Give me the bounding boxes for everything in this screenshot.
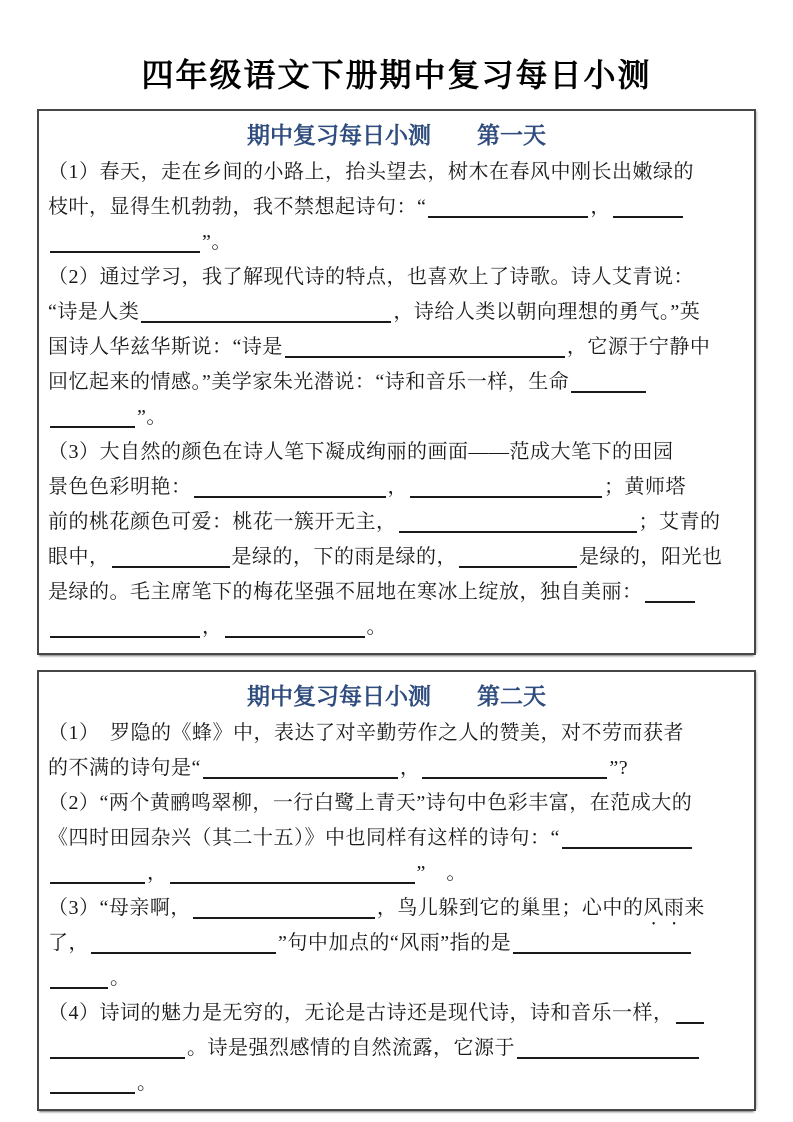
question-line	[48, 435, 745, 470]
quiz-day-section	[37, 109, 756, 655]
answer-blank[interactable]	[50, 1072, 135, 1094]
question-text: ，它源于宁静中	[566, 336, 711, 358]
answer-blank[interactable]	[513, 932, 691, 954]
question-line	[48, 716, 745, 751]
answer-blank[interactable]	[459, 546, 577, 568]
question	[48, 260, 745, 435]
question-text: ，	[202, 616, 223, 638]
question-text: （1）春天，走在乡间的小路上，抬头望去，树木在春风中刚长出嫩绿的	[48, 161, 694, 183]
question-text: ；艾青的	[638, 511, 721, 533]
answer-blank[interactable]	[112, 546, 230, 568]
answer-blank[interactable]	[194, 476, 386, 498]
question-text: （3）“母亲啊，	[48, 897, 191, 919]
question-text: ，	[147, 862, 168, 884]
answer-blank[interactable]	[50, 862, 145, 884]
question-text: 国诗人华兹华斯说：“诗是	[48, 336, 283, 358]
question-line	[48, 365, 745, 400]
question-line	[48, 821, 745, 856]
question-text: ，	[590, 196, 611, 218]
question-text: 。诗是强烈感情的自然流露，它源于	[187, 1037, 515, 1059]
question-text: ，	[399, 757, 421, 779]
question-text: ，诗给人类以朝向理想的勇气。”英	[393, 301, 701, 323]
question-text: 枝叶，显得生机勃勃，我不禁想起诗句：“	[48, 196, 427, 218]
question-text: ；黄师塔	[604, 476, 686, 498]
question-line	[48, 470, 745, 505]
answer-blank[interactable]	[285, 336, 565, 358]
answer-blank[interactable]	[645, 581, 695, 603]
question	[48, 155, 745, 260]
question	[48, 996, 745, 1101]
question-text: 是绿的。毛主席笔下的梅花坚强不屈地在寒冰上绽放，独自美丽：	[48, 581, 643, 603]
question-line	[48, 540, 745, 575]
answer-blank[interactable]	[170, 862, 415, 884]
question-text: ”句中加点的“风雨”指的是	[278, 932, 512, 954]
question-line	[48, 751, 745, 786]
question-text: 是绿的，阳光也	[579, 546, 723, 568]
answer-blank[interactable]	[50, 616, 200, 638]
question-line	[48, 856, 745, 891]
question-line	[48, 961, 745, 996]
question-text: 的不满的诗句是“	[48, 757, 201, 779]
answer-blank[interactable]	[410, 476, 602, 498]
answer-blank[interactable]	[193, 897, 375, 919]
question-line	[48, 400, 745, 435]
question-text: ” 。	[416, 862, 467, 884]
question-list	[48, 716, 745, 1101]
quiz-day-section	[37, 670, 756, 1111]
question-line	[48, 996, 745, 1031]
answer-blank[interactable]	[562, 827, 692, 849]
question-line	[48, 505, 745, 540]
question-line	[48, 1066, 745, 1101]
question-line	[48, 926, 745, 961]
answer-blank[interactable]	[571, 371, 646, 393]
question-text: （4）诗词的魅力是无穷的，无论是古诗还是现代诗，诗和音乐一样，	[48, 1002, 674, 1024]
question-text: 。	[366, 616, 387, 638]
question-text: 前的桃花颜色可爱：桃花一簇开无主，	[48, 511, 397, 533]
answer-blank[interactable]	[613, 196, 683, 218]
answer-blank[interactable]	[517, 1037, 699, 1059]
section-heading: 期中复习每日小测 第一天	[247, 123, 546, 148]
question-line	[48, 575, 745, 610]
answer-blank[interactable]	[50, 406, 135, 428]
question	[48, 891, 745, 996]
answer-blank[interactable]	[428, 196, 588, 218]
question-line	[48, 295, 745, 330]
question-line	[48, 225, 745, 260]
answer-blank[interactable]	[399, 511, 637, 533]
question-text: 来	[684, 897, 705, 919]
question-text: （1） 罗隐的《蜂》中，表达了对辛勤劳作之人的赞美，对不劳而获者	[48, 722, 684, 744]
answer-blank[interactable]	[141, 301, 391, 323]
answer-blank[interactable]	[225, 616, 365, 638]
question	[48, 435, 745, 645]
question-text: 了，	[48, 932, 89, 954]
answer-blank[interactable]	[91, 932, 276, 954]
question-text: 景色色彩明艳：	[48, 476, 192, 498]
question-line	[48, 190, 745, 225]
question-list	[48, 155, 745, 645]
question-line	[48, 260, 745, 295]
question-text: 。	[110, 967, 131, 989]
question-line	[48, 155, 745, 190]
answer-blank[interactable]	[50, 967, 108, 989]
answer-blank[interactable]	[422, 757, 607, 779]
question-text: 回忆起来的情感。”美学家朱光潜说：“诗和音乐一样，生命	[48, 371, 570, 393]
question-text: 是绿的，下的雨是绿的，	[231, 546, 457, 568]
question-line	[48, 330, 745, 365]
question-line	[48, 786, 745, 821]
question	[48, 786, 745, 891]
emphasized-text: 风雨	[643, 897, 685, 919]
question-text: “诗是人类	[48, 301, 140, 323]
answer-blank[interactable]	[203, 757, 398, 779]
worksheet-sections	[0, 109, 793, 1111]
question-text: ”。	[137, 406, 167, 428]
question-line	[48, 1031, 745, 1066]
question-text: 眼中，	[48, 546, 110, 568]
question-line	[48, 610, 745, 645]
question-text: （3）大自然的颜色在诗人笔下凝成绚丽的画面——范成大笔下的田园	[48, 441, 674, 463]
question-text: ，鸟儿躲到它的巢里；心中的	[376, 897, 644, 919]
section-heading: 期中复习每日小测 第二天	[247, 684, 546, 709]
question-text: 。	[137, 1072, 158, 1094]
answer-blank[interactable]	[50, 231, 200, 253]
question	[48, 716, 745, 786]
question-text: ，	[387, 476, 408, 498]
answer-blank[interactable]	[676, 1002, 704, 1024]
question-text: （2）通过学习，我了解现代诗的特点，也喜欢上了诗歌。诗人艾青说：	[48, 266, 694, 288]
question-text: ”。	[202, 231, 232, 253]
question-text: ”?	[609, 757, 629, 779]
question-text: （2）“两个黄鹂鸣翠柳，一行白鹭上青天”诗句中色彩丰富，在范成大的	[48, 792, 693, 814]
answer-blank[interactable]	[50, 1037, 185, 1059]
question-line	[48, 891, 745, 926]
page-title: 四年级语文下册期中复习每日小测	[141, 57, 652, 93]
question-text: 《四时田园杂兴（其二十五）》中也同样有这样的诗句：“	[48, 827, 560, 849]
